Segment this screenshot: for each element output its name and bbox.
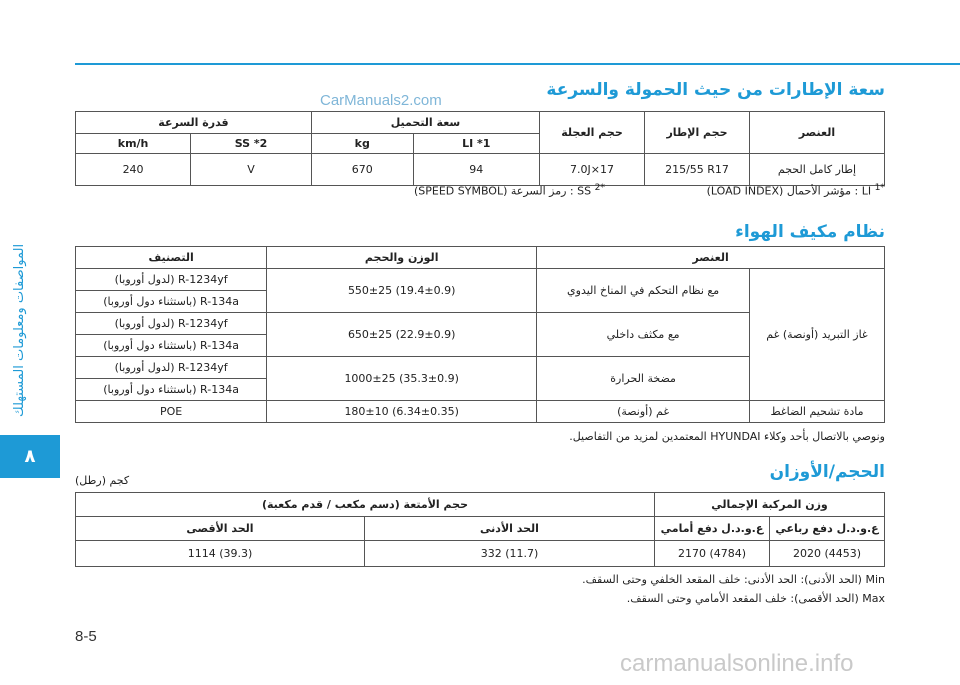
th-ac-weight: الوزن والحجم — [267, 247, 537, 269]
ac-row-1-class-b: R-134a (باستثناء دول أوروبا) — [76, 291, 267, 313]
tire-row-ss: V — [191, 154, 312, 186]
chapter-tab[interactable]: ٨ — [0, 435, 60, 478]
page-number: 8-5 — [75, 628, 97, 645]
watermark-bottom[interactable]: carmanualsonline.info — [620, 650, 854, 677]
ac-table — [75, 246, 885, 423]
tire-row-wheel: 7.0J×17 — [540, 154, 645, 186]
tire-row-kmh: 240 — [76, 154, 191, 186]
ac-oil-class: POE — [76, 401, 267, 423]
val-fwd: 2020 (4453) — [770, 541, 885, 567]
th-max: الحد الأقصى — [76, 517, 365, 541]
val-min: 332 (11.7) — [365, 541, 655, 567]
volume-table — [75, 492, 885, 567]
ac-row-3-class-a: R-1234yf (لدول أوروبا) — [76, 357, 267, 379]
tire-note-li-mark: *1 — [874, 182, 885, 193]
watermark-top[interactable]: CarManuals2.com — [320, 92, 442, 109]
th-kg: kg — [311, 134, 413, 154]
tire-note-li — [707, 182, 885, 198]
ac-section-title: نظام مكيف الهواء — [735, 222, 885, 242]
ac-row-1-class-a: R-1234yf (لدول أوروبا) — [76, 269, 267, 291]
ac-row-2-weight: 650±25 (22.9±0.9) — [267, 313, 537, 357]
th-load-capacity: سعة التحميل — [311, 112, 539, 134]
ac-row-3-weight: 1000±25 (35.3±0.9) — [267, 357, 537, 401]
ac-note: ونوصي بالاتصال بأحد وكلاء HYUNDAI المعتمدين لمزيد من التفاصيل. — [569, 430, 885, 443]
volume-note-max: Max (الحد الأقصى): خلف المقعد الأمامي وحتى السقف. — [626, 592, 885, 605]
tire-note-li-text: LI : مؤشر الأحمال (LOAD INDEX) — [706, 184, 872, 198]
tire-table — [75, 111, 885, 186]
tire-note-ss-text: SS : رمز السرعة (SPEED SYMBOL) — [413, 184, 592, 198]
ac-row-2-item: مع مكثف داخلي — [537, 313, 750, 357]
tire-note-ss-mark: *2 — [594, 182, 605, 193]
th-ss: SS *2 — [191, 134, 312, 154]
ac-row-3-item: مضخة الحرارة — [537, 357, 750, 401]
ac-row-3-class-b: R-134a (باستثناء دول أوروبا) — [76, 379, 267, 401]
ac-oil-weight: 180±10 (6.34±0.35) — [267, 401, 537, 423]
th-awd: ع.و.د.ل دفع أمامي — [655, 517, 770, 541]
th-ac-item: العنصر — [537, 247, 885, 269]
ac-row-2-class-b: R-134a (باستثناء دول أوروبا) — [76, 335, 267, 357]
volume-section-title: الحجم/الأوزان — [769, 462, 885, 482]
ac-row-2-class-a: R-1234yf (لدول أوروبا) — [76, 313, 267, 335]
th-speed-capacity: قدرة السرعة — [76, 112, 312, 134]
tire-row-size: 215/55 R17 — [645, 154, 750, 186]
th-gross-weight: وزن المركبة الإجمالي — [655, 493, 885, 517]
chapter-label: المواصفات ومعلومات المستهلك — [12, 243, 27, 417]
val-max: 1114 (39.3) — [76, 541, 365, 567]
val-awd: 2170 (4784) — [655, 541, 770, 567]
top-rule — [75, 63, 960, 65]
th-kmh: km/h — [76, 134, 191, 154]
tire-section-title: سعة الإطارات من حيث الحمولة والسرعة — [546, 80, 885, 100]
tire-row-li: 94 — [413, 154, 539, 186]
ac-row-1-item: مع نظام التحكم في المناخ اليدوي — [537, 269, 750, 313]
th-wheel-size: حجم العجلة — [540, 112, 645, 154]
th-li: LI *1 — [413, 134, 539, 154]
ac-gas-label: غاز التبريد (أونصة) غم — [750, 269, 885, 401]
ac-oil-unit: غم (أونصة) — [537, 401, 750, 423]
th-cargo-volume: حجم الأمتعة (دسم مكعب / قدم مكعبة) — [76, 493, 655, 517]
th-tire-size: حجم الإطار — [645, 112, 750, 154]
tire-row-kg: 670 — [311, 154, 413, 186]
tire-row-item: إطار كامل الحجم — [750, 154, 885, 186]
volume-note-min: Min (الحد الأدنى): الحد الأدنى: خلف المقعد الخلفي وحتى السقف. — [582, 573, 885, 586]
th-item: العنصر — [750, 112, 885, 154]
th-min: الحد الأدنى — [365, 517, 655, 541]
th-fwd: ع.و.د.ل دفع رباعي — [770, 517, 885, 541]
tire-note-ss — [414, 182, 605, 198]
ac-oil-item: مادة تشحيم الضاغط — [750, 401, 885, 423]
ac-row-1-weight: 550±25 (19.4±0.9) — [267, 269, 537, 313]
volume-unit-note: كجم (رطل) — [75, 474, 130, 487]
th-ac-class: التصنيف — [76, 247, 267, 269]
